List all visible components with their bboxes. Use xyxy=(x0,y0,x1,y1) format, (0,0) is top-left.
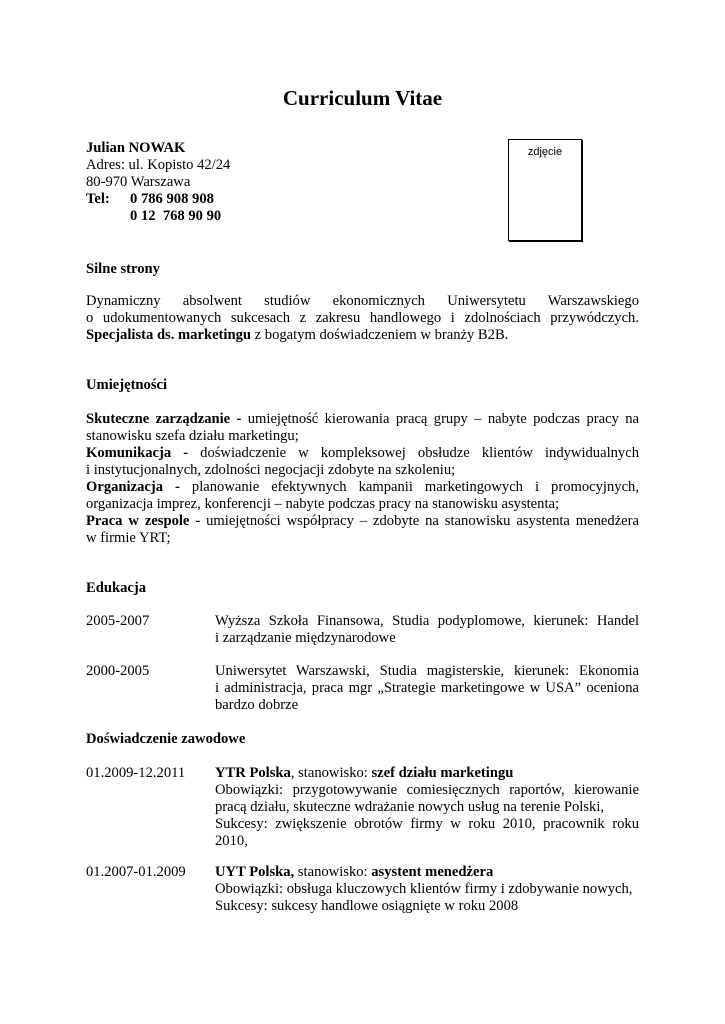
skill-3-title: Organizacja - xyxy=(86,479,180,495)
skill-4-title: Praca w zespole - xyxy=(86,513,201,529)
experience-2-period: 01.2007-01.2009 xyxy=(86,864,186,880)
experience-1-header xyxy=(215,765,639,782)
experience-2-position: asystent menedżera xyxy=(371,864,494,880)
skill-4-desc: umiejętności współpracy – zdobyte na stanowisku asystenta menedżera xyxy=(200,513,640,529)
skill-4-line-2: w firmie YRT; xyxy=(86,530,171,546)
education-heading: Edukacja xyxy=(86,580,147,596)
strengths-line-1: Dynamiczny absolwent studiów ekonomicznych Uniwersytetu Warszawskiego xyxy=(86,293,639,309)
education-2-line-1: Uniwersytet Warszawski, Studia magisterskie, kierunek: Ekonomia xyxy=(215,663,639,679)
education-1-line-1: Wyższa Szkoła Finansowa, Studia podyplomowe, kierunek: Handel xyxy=(215,613,639,629)
phone-2: 0 12 768 90 90 xyxy=(130,208,222,224)
education-1-period: 2005-2007 xyxy=(86,613,150,629)
strengths-line-3 xyxy=(86,327,508,344)
strengths-line-3-rest: z bogatym doświadczeniem w branży B2B. xyxy=(251,327,509,343)
tel-label: Tel: xyxy=(86,191,110,207)
education-2-line-3: bardzo dobrze xyxy=(215,697,299,713)
experience-1-position-prefix: , stanowisko: xyxy=(290,765,372,781)
experience-1-description xyxy=(215,765,639,850)
education-1-description xyxy=(215,613,639,647)
experience-2-position-prefix: stanowisko: xyxy=(294,864,372,880)
experience-1-duty-2: pracą działu, skuteczne wdrażanie nowych usług na terenie Polski, xyxy=(215,799,605,815)
skill-1-line-1 xyxy=(86,411,639,428)
skill-2-desc: doświadczenie w kompleksowej obsłudze klientów indywidualnych xyxy=(188,445,639,461)
experience-2-duty-1: Obowiązki: obsługa kluczowych klientów firmy i zdobywanie nowych, xyxy=(215,881,633,897)
skill-1-title: Skuteczne zarządzanie - xyxy=(86,411,242,427)
experience-1-success-2: 2010, xyxy=(215,833,248,849)
phone-1: 0 786 908 908 xyxy=(130,191,214,207)
page-title: Curriculum Vitae xyxy=(282,86,443,110)
skill-2-line-2: i instytucjonalnych, zdolności negocjacji zdobyte na szkoleniu; xyxy=(86,462,456,478)
photo-label: zdjęcie xyxy=(527,146,563,158)
experience-2-company: UYT Polska, xyxy=(215,864,295,880)
skill-4-line-1 xyxy=(86,513,639,530)
skill-2-line-1 xyxy=(86,445,639,462)
education-1-line-2: i zarządzanie międzynarodowe xyxy=(215,630,396,646)
skill-3-line-2: organizacja imprez, konferencji – nabyte podczas pracy na stanowisku asystenta; xyxy=(86,496,560,512)
experience-2-description xyxy=(215,864,639,915)
skill-3-desc: planowanie efektywnych kampanii marketingowych i promocyjnych, xyxy=(179,479,639,495)
skill-3-line-1 xyxy=(86,479,639,496)
candidate-name: Julian NOWAK xyxy=(86,140,186,156)
address-line: Adres: ul. Kopisto 42/24 xyxy=(86,157,231,173)
skills-heading: Umiejętności xyxy=(86,377,168,393)
skill-1-desc: umiejętność kierowania pracą grupy – nabyte podczas pracy na xyxy=(241,411,639,427)
experience-2-success-1: Sukcesy: sukcesy handlowe osiągnięte w roku 2008 xyxy=(215,898,519,914)
education-2-period: 2000-2005 xyxy=(86,663,150,679)
experience-2-header xyxy=(215,864,639,881)
city-line: 80-970 Warszawa xyxy=(86,174,191,190)
strengths-heading: Silne strony xyxy=(86,261,160,277)
photo-placeholder xyxy=(508,139,582,241)
experience-1-period: 01.2009-12.2011 xyxy=(86,765,186,781)
experience-1-duty-1: Obowiązki: przygotowywanie comiesięcznych raportów, kierowanie xyxy=(215,782,639,798)
experience-1-position: szef działu marketingu xyxy=(371,765,514,781)
education-2-description xyxy=(215,663,639,714)
skill-1-line-2: stanowisku szefa działu marketingu; xyxy=(86,428,299,444)
experience-heading: Doświadczenie zawodowe xyxy=(86,731,246,747)
skill-2-title: Komunikacja - xyxy=(86,445,189,461)
experience-1-company: YTR Polska xyxy=(215,765,291,781)
strengths-highlight: Specjalista ds. marketingu xyxy=(86,327,251,343)
experience-1-success-1: Sukcesy: zwiększenie obrotów firmy w roku 2010, pracownik roku xyxy=(215,816,639,832)
education-2-line-2: i administracja, praca mgr „Strategie marketingowe w USA” oceniona xyxy=(215,680,639,696)
strengths-line-2: o udokumentowanych sukcesach z zakresu handlowego i zdolnościach przywódczych. xyxy=(86,310,639,326)
